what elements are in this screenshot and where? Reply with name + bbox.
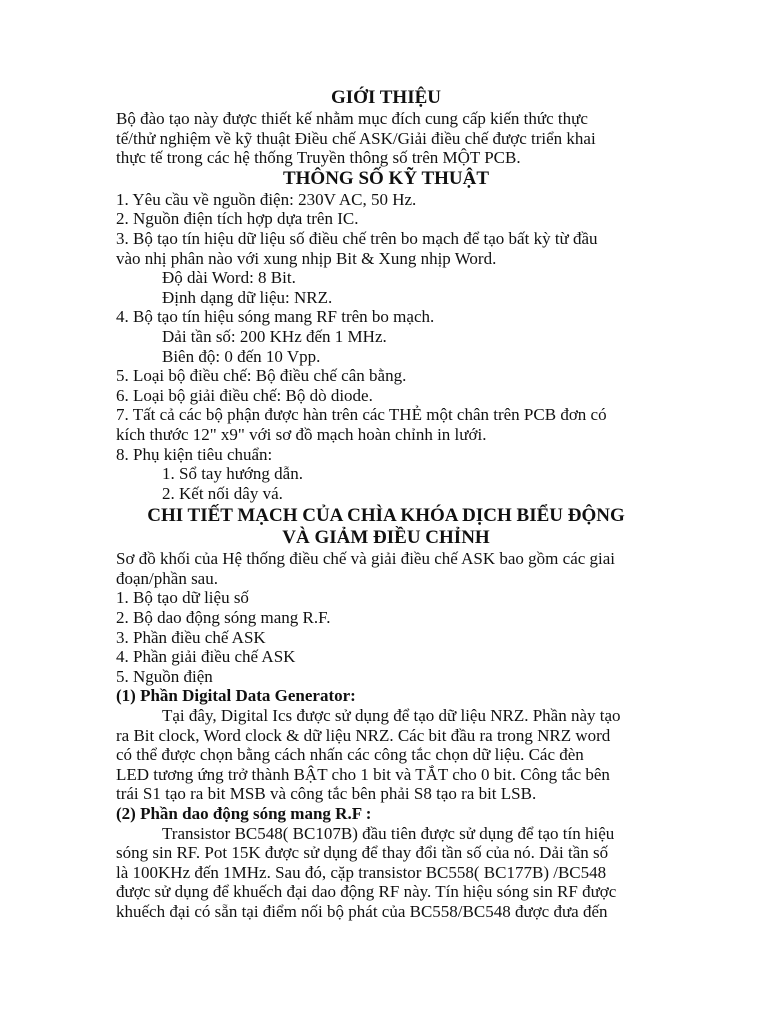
list-item: 2. Bộ dao động sóng mang R.F. bbox=[116, 608, 331, 628]
text-line: Độ dài Word: 8 Bit. bbox=[162, 268, 296, 288]
text-line: 2. Kết nối dây vá. bbox=[162, 483, 283, 503]
specs-list bbox=[116, 190, 656, 504]
text-line: ra Bit clock, Word clock & dữ liệu NRZ. Các bit đầu ra trong NRZ word bbox=[116, 725, 611, 745]
details-title-line: CHI TIẾT MẠCH CỦA CHÌA KHÓA DỊCH BIỂU ĐỘNG bbox=[147, 505, 625, 527]
text-line: được sử dụng để khuếch đại dao động RF này. Tín hiệu sóng sin RF được bbox=[116, 882, 617, 902]
text-line: Sơ đồ khối của Hệ thống điều chế và giải điều chế ASK bao gồm các giai bbox=[116, 549, 616, 569]
details-title bbox=[116, 505, 656, 549]
text-line: 7. Tất cả các bộ phận được hàn trên các THẺ một chân trên PCB đơn có bbox=[116, 405, 607, 425]
text-line: là 100KHz đến 1MHz. Sau đó, cặp transistor BC558( BC177B) /BC548 bbox=[116, 862, 607, 882]
text-line: đoạn/phần sau. bbox=[116, 568, 218, 588]
list-item: 3. Phần điều chế ASK bbox=[116, 627, 266, 647]
section2-body bbox=[116, 824, 656, 922]
text-line: tế/thử nghiệm về kỹ thuật Điều chế ASK/Giải điều chế được triển khai bbox=[116, 128, 596, 148]
text-line: sóng sin RF. Pot 15K được sử dụng để thay đổi tần số của nó. Dải tần số bbox=[116, 843, 609, 863]
text-line: vào nhị phân nào với xung nhịp Bit & Xung nhịp Word. bbox=[116, 248, 497, 268]
text-line: có thể được chọn bằng cách nhấn các công tắc chọn dữ liệu. Các đèn bbox=[116, 745, 584, 765]
details-title-line: VÀ GIẢM ĐIỀU CHỈNH bbox=[282, 527, 490, 549]
intro-title: GIỚI THIỆU bbox=[331, 87, 441, 108]
text-line: trái S1 tạo ra bit MSB và công tắc bên phải S8 tạo ra bit LSB. bbox=[116, 784, 537, 804]
section1-body bbox=[116, 706, 656, 804]
text-line: 2. Nguồn điện tích hợp dựa trên IC. bbox=[116, 209, 359, 229]
list-item: 1. Bộ tạo dữ liệu số bbox=[116, 588, 249, 608]
text-line: 4. Bộ tạo tín hiệu sóng mang RF trên bo mạch. bbox=[116, 307, 435, 327]
text-line: khuếch đại có sẵn tại điểm nối bộ phát của BC558/BC548 được đưa đến bbox=[116, 901, 608, 921]
list-item: 5. Nguồn điện bbox=[116, 666, 213, 686]
text-line: kích thước 12" x9" với sơ đồ mạch hoàn chỉnh in lưới. bbox=[116, 424, 487, 444]
text-line: Biên độ: 0 đến 10 Vpp. bbox=[162, 346, 321, 366]
text-line: Bộ đào tạo này được thiết kế nhằm mục đích cung cấp kiến thức thực bbox=[116, 109, 588, 128]
text-line: LED tương ứng trở thành BẬT cho 1 bit và TẮT cho 0 bit. Công tắc bên bbox=[116, 764, 610, 784]
details-list bbox=[116, 588, 656, 686]
document-content bbox=[116, 87, 656, 922]
specs-title: THÔNG SỐ KỸ THUẬT bbox=[282, 167, 490, 189]
section1-heading: (1) Phần Digital Data Generator: bbox=[116, 686, 356, 706]
text-line: Dải tần số: 200 KHz đến 1 MHz. bbox=[162, 326, 387, 346]
text-line: thực tế trong các hệ thống Truyền thông số trên MỘT PCB. bbox=[116, 148, 521, 168]
text-line: 1. Sổ tay hướng dẫn. bbox=[162, 464, 303, 484]
text-line: 8. Phụ kiện tiêu chuẩn: bbox=[116, 444, 273, 464]
text-line: 5. Loại bộ điều chế: Bộ điều chế cân bằng. bbox=[116, 366, 407, 386]
list-item: 4. Phần giải điều chế ASK bbox=[116, 647, 296, 667]
text-line: Định dạng dữ liệu: NRZ. bbox=[162, 287, 333, 307]
text-line: 6. Loại bộ giải điều chế: Bộ dò diode. bbox=[116, 385, 373, 405]
section2-heading: (2) Phần dao động sóng mang R.F : bbox=[116, 804, 372, 823]
text-line: 1. Yêu cầu về nguồn điện: 230V AC, 50 Hz. bbox=[116, 189, 417, 209]
intro-paragraph bbox=[116, 109, 656, 168]
text-line: Transistor BC548( BC107B) đầu tiên được sử dụng để tạo tín hiệu bbox=[162, 823, 615, 843]
text-line: Tại đây, Digital Ics được sử dụng để tạo dữ liệu NRZ. Phần này tạo bbox=[162, 706, 621, 726]
text-line: 3. Bộ tạo tín hiệu dữ liệu số điều chế trên bo mạch để tạo bất kỳ từ đầu bbox=[116, 228, 598, 248]
details-intro bbox=[116, 549, 656, 588]
